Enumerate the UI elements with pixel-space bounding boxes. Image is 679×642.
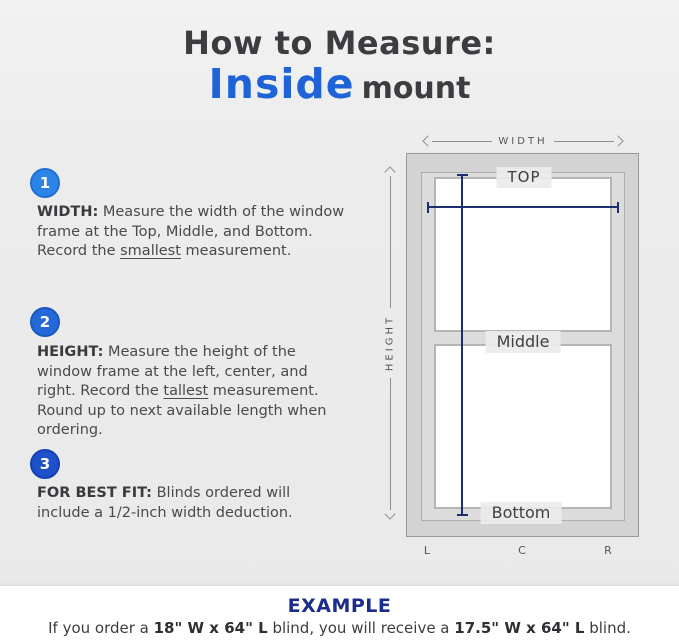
- width-arrow: [424, 134, 622, 148]
- step-1-text-before: Measure the width of the window frame at the Top, Middle, and Bottom. Record the: [37, 204, 345, 259]
- example-text-middle: blind, you will receive a: [267, 619, 455, 637]
- title-rest-mount: mount: [361, 71, 471, 107]
- example-received-size: 17.5" W x 64" L: [454, 619, 585, 637]
- height-arrow-label: HEIGHT: [384, 314, 396, 372]
- example-text-suffix: blind.: [584, 619, 631, 637]
- step-1-text-after: measurement.: [180, 243, 292, 259]
- up-chevron-icon: [384, 166, 395, 177]
- step-2-underlined-word: tallest: [163, 383, 209, 399]
- step-2-badge: 2: [30, 307, 60, 337]
- marker-center: C: [518, 544, 526, 557]
- example-section: [0, 586, 679, 642]
- width-arrow-label: WIDTH: [498, 135, 548, 147]
- step-2-text-after: measurement. Round up to next available length when ordering.: [37, 383, 327, 438]
- step-1-underlined-word: smallest: [120, 243, 181, 259]
- height-arrow-label-box: [383, 308, 397, 378]
- step-1-label: WIDTH:: [37, 204, 99, 220]
- width-arrow-line: [554, 141, 614, 142]
- step-3-text: [37, 484, 345, 523]
- example-text-prefix: If you order a: [48, 619, 154, 637]
- height-arrow-line: [390, 176, 391, 308]
- step-3-label: FOR BEST FIT:: [37, 485, 152, 501]
- step-2-text: [37, 343, 345, 441]
- page-title: [0, 26, 679, 107]
- label-chip-bottom: Bottom: [481, 502, 562, 524]
- label-chip-middle: Middle: [486, 331, 561, 353]
- step-2-text-before: Measure the height of the window frame at the left, center, and right. Record the: [37, 344, 308, 399]
- height-measure-line: [461, 174, 463, 516]
- marker-left: L: [423, 544, 431, 557]
- width-arrow-line: [432, 141, 492, 142]
- example-heading: EXAMPLE: [287, 595, 392, 617]
- marker-right: R: [604, 544, 612, 557]
- step-1-text: [37, 203, 345, 262]
- title-accent-inside: Inside: [208, 60, 355, 109]
- right-chevron-icon: [612, 135, 623, 146]
- title-line2: [0, 62, 679, 107]
- example-ordered-size: 18" W x 64" L: [153, 619, 268, 637]
- step-3-badge: 3: [30, 449, 60, 479]
- width-measure-line: [427, 206, 619, 208]
- step-3-text-before: Blinds ordered will include a 1/2-inch width deduction.: [37, 485, 293, 521]
- label-chip-top: TOP: [496, 167, 551, 188]
- left-chevron-icon: [422, 135, 433, 146]
- height-arrow: [383, 168, 397, 518]
- title-line1: How to Measure:: [183, 24, 496, 62]
- down-chevron-icon: [384, 508, 395, 519]
- step-1-badge: 1: [30, 168, 60, 198]
- step-2-label: HEIGHT:: [37, 344, 104, 360]
- height-arrow-line: [390, 378, 391, 510]
- example-text: [0, 619, 679, 637]
